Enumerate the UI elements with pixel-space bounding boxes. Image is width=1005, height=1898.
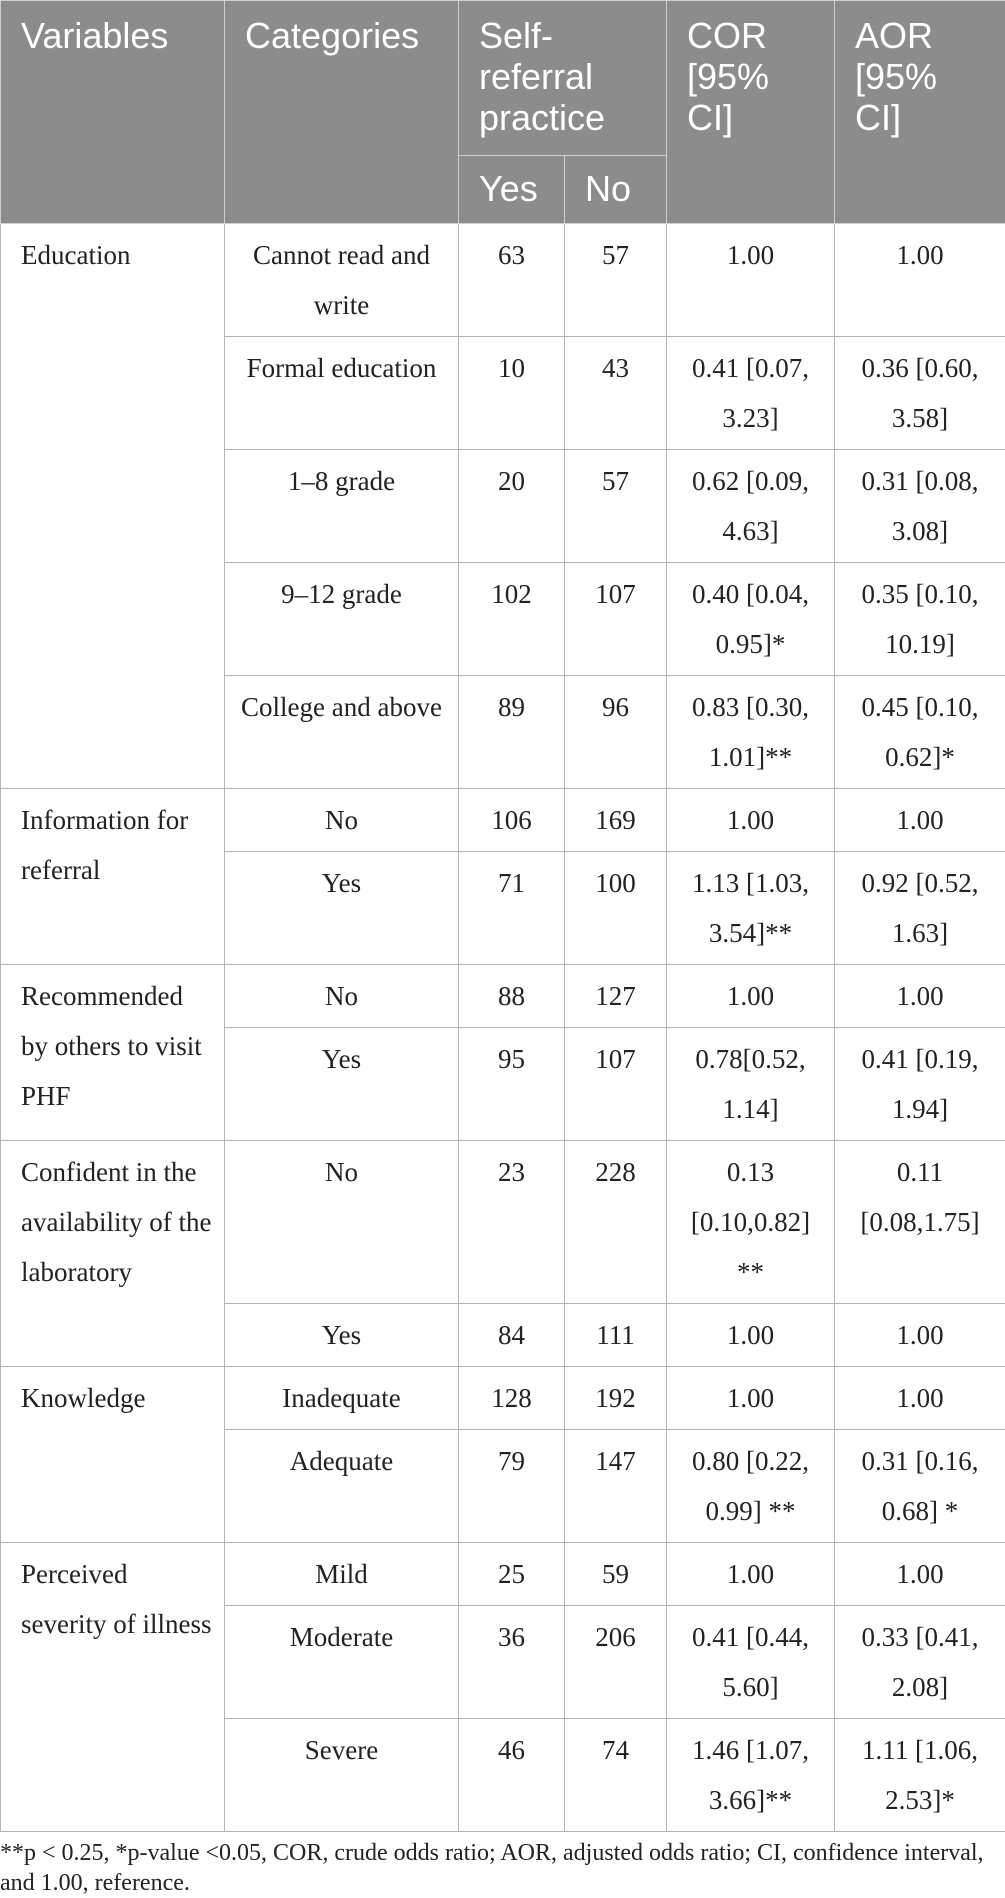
aor-cell: 0.11 [0.08,1.75]: [835, 1141, 1005, 1304]
category-cell: No: [225, 1141, 459, 1304]
no-count-cell: 107: [565, 1028, 667, 1141]
yes-count-cell: 84: [459, 1304, 565, 1367]
table-row: [1, 1141, 1005, 1304]
variable-cell: Confident in the availability of the laboratory: [1, 1141, 225, 1367]
cor-cell: 0.83 [0.30, 1.01]**: [667, 676, 835, 789]
cor-cell: 0.78[0.52, 1.14]: [667, 1028, 835, 1141]
category-cell: Yes: [225, 1304, 459, 1367]
table-body: [1, 224, 1005, 1832]
yes-count-cell: 36: [459, 1606, 565, 1719]
yes-count-cell: 20: [459, 450, 565, 563]
cor-cell: 1.00: [667, 789, 835, 852]
header-aor: AOR [95% CI]: [835, 1, 1005, 224]
yes-count-cell: 63: [459, 224, 565, 337]
yes-count-cell: 88: [459, 965, 565, 1028]
header-no: No: [565, 156, 667, 224]
table-row: [1, 789, 1005, 852]
aor-cell: 0.33 [0.41, 2.08]: [835, 1606, 1005, 1719]
no-count-cell: 96: [565, 676, 667, 789]
no-count-cell: 43: [565, 337, 667, 450]
category-cell: Severe: [225, 1719, 459, 1832]
table-row: [1, 1543, 1005, 1606]
aor-cell: 1.11 [1.06, 2.53]*: [835, 1719, 1005, 1832]
cor-cell: 0.13 [0.10,0.82] **: [667, 1141, 835, 1304]
variable-cell: Information for referral: [1, 789, 225, 965]
category-cell: Cannot read and write: [225, 224, 459, 337]
aor-cell: 0.45 [0.10, 0.62]*: [835, 676, 1005, 789]
category-cell: Yes: [225, 852, 459, 965]
cor-cell: 0.40 [0.04, 0.95]*: [667, 563, 835, 676]
no-count-cell: 74: [565, 1719, 667, 1832]
category-cell: Yes: [225, 1028, 459, 1141]
header-categories: Categories: [225, 1, 459, 224]
no-count-cell: 57: [565, 224, 667, 337]
no-count-cell: 100: [565, 852, 667, 965]
no-count-cell: 59: [565, 1543, 667, 1606]
yes-count-cell: 95: [459, 1028, 565, 1141]
category-cell: 1–8 grade: [225, 450, 459, 563]
yes-count-cell: 71: [459, 852, 565, 965]
cor-cell: 0.41 [0.07, 3.23]: [667, 337, 835, 450]
no-count-cell: 57: [565, 450, 667, 563]
no-count-cell: 107: [565, 563, 667, 676]
category-cell: No: [225, 789, 459, 852]
aor-cell: 0.31 [0.08, 3.08]: [835, 450, 1005, 563]
aor-cell: 1.00: [835, 1304, 1005, 1367]
category-cell: Moderate: [225, 1606, 459, 1719]
yes-count-cell: 23: [459, 1141, 565, 1304]
no-count-cell: 206: [565, 1606, 667, 1719]
variable-cell: Education: [1, 224, 225, 789]
header-variables: Variables: [1, 1, 225, 224]
cor-cell: 1.13 [1.03, 3.54]**: [667, 852, 835, 965]
yes-count-cell: 106: [459, 789, 565, 852]
no-count-cell: 192: [565, 1367, 667, 1430]
table-footnote: **p < 0.25, *p-value <0.05, COR, crude odds ratio; AOR, adjusted odds ratio; CI, confidence interval, and 1.00, reference.: [0, 1838, 1000, 1898]
aor-cell: 1.00: [835, 224, 1005, 337]
cor-cell: 1.00: [667, 224, 835, 337]
aor-cell: 0.92 [0.52, 1.63]: [835, 852, 1005, 965]
no-count-cell: 111: [565, 1304, 667, 1367]
no-count-cell: 127: [565, 965, 667, 1028]
aor-cell: 1.00: [835, 789, 1005, 852]
category-cell: 9–12 grade: [225, 563, 459, 676]
table-row: [1, 1367, 1005, 1430]
category-cell: Formal education: [225, 337, 459, 450]
table-row: [1, 224, 1005, 337]
no-count-cell: 169: [565, 789, 667, 852]
cor-cell: 1.00: [667, 1543, 835, 1606]
yes-count-cell: 46: [459, 1719, 565, 1832]
cor-cell: 0.41 [0.44, 5.60]: [667, 1606, 835, 1719]
aor-cell: 1.00: [835, 965, 1005, 1028]
yes-count-cell: 102: [459, 563, 565, 676]
table-row: [1, 965, 1005, 1028]
category-cell: Inadequate: [225, 1367, 459, 1430]
aor-cell: 0.41 [0.19, 1.94]: [835, 1028, 1005, 1141]
yes-count-cell: 10: [459, 337, 565, 450]
header-self-referral: Self-referral practice: [459, 1, 667, 156]
category-cell: Mild: [225, 1543, 459, 1606]
yes-count-cell: 79: [459, 1430, 565, 1543]
aor-cell: 0.36 [0.60, 3.58]: [835, 337, 1005, 450]
aor-cell: 1.00: [835, 1543, 1005, 1606]
category-cell: Adequate: [225, 1430, 459, 1543]
category-cell: College and above: [225, 676, 459, 789]
aor-cell: 0.35 [0.10, 10.19]: [835, 563, 1005, 676]
yes-count-cell: 25: [459, 1543, 565, 1606]
variable-cell: Knowledge: [1, 1367, 225, 1543]
variable-cell: Recommended by others to visit PHF: [1, 965, 225, 1141]
yes-count-cell: 128: [459, 1367, 565, 1430]
cor-cell: 0.62 [0.09, 4.63]: [667, 450, 835, 563]
yes-count-cell: 89: [459, 676, 565, 789]
aor-cell: 0.31 [0.16, 0.68] *: [835, 1430, 1005, 1543]
cor-cell: 0.80 [0.22, 0.99] **: [667, 1430, 835, 1543]
aor-cell: 1.00: [835, 1367, 1005, 1430]
no-count-cell: 228: [565, 1141, 667, 1304]
variable-cell: Perceived severity of illness: [1, 1543, 225, 1832]
cor-cell: 1.00: [667, 965, 835, 1028]
category-cell: No: [225, 965, 459, 1028]
no-count-cell: 147: [565, 1430, 667, 1543]
header-cor: COR [95% CI]: [667, 1, 835, 224]
cor-cell: 1.00: [667, 1367, 835, 1430]
cor-cell: 1.00: [667, 1304, 835, 1367]
header-yes: Yes: [459, 156, 565, 224]
cor-cell: 1.46 [1.07, 3.66]**: [667, 1719, 835, 1832]
